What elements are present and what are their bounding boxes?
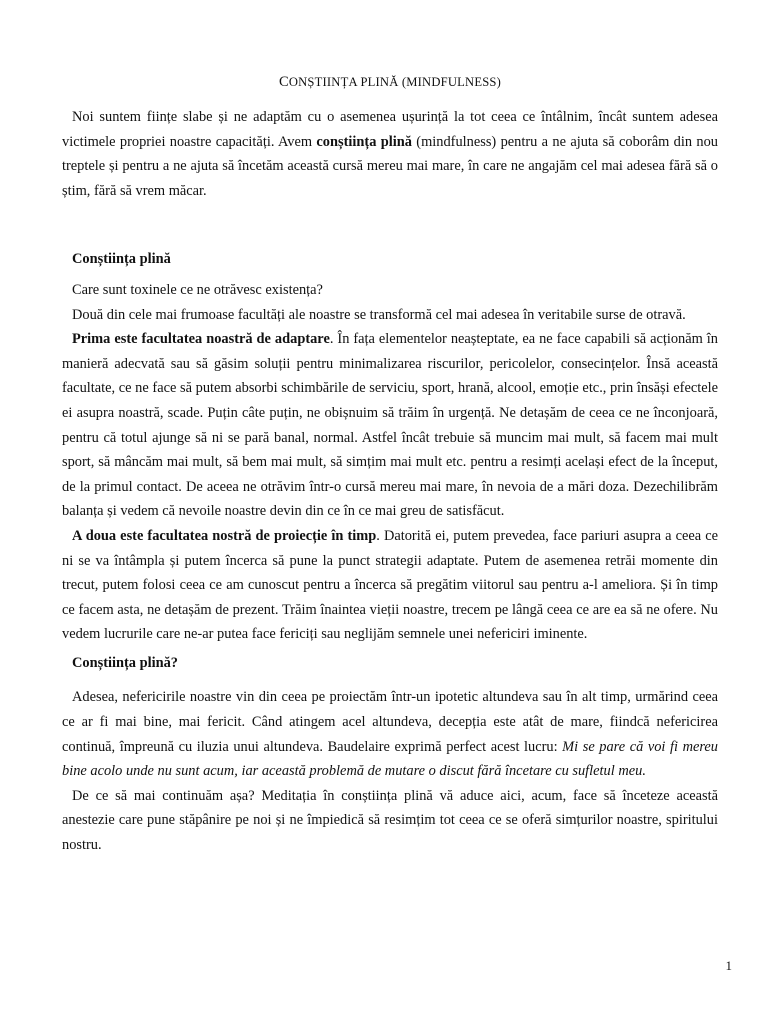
question-paragraph: Care sunt toxinele ce ne otrăvesc existența?	[72, 281, 323, 298]
second-faculty-bold: A doua este facultatea nostră de proiecție în timp	[72, 527, 377, 544]
baudelaire-quote: Mi se pare că voi fi mereu bine acolo unde nu sunt acum, iar această problemă de mutare o discut fără încetare cu sufletul meu.	[62, 738, 718, 780]
title-first-letter: C	[278, 74, 289, 90]
intro-bold: conștiința plină	[316, 133, 412, 150]
intro-text-1: Noi suntem ființe slabe și ne adaptăm cu o asemenea ușurință la tot ceea ce întâlnim, încât suntem adesea victimele propriei noastre capacități. Avem	[62, 109, 718, 150]
page-number: 1	[725, 958, 732, 973]
spacer	[62, 203, 718, 247]
section-heading-1: Conștiința plină	[72, 251, 171, 268]
first-faculty-bold: Prima este facultatea noastră de adaptare	[72, 331, 330, 348]
second-faculty-text: . Datorită ei, putem prevedea, face pariuri asupra a ceea ce ni se va întâmpla și putem încerca să pune la punct strategii adaptate. Putem de asemenea retrăi momente din trecut, putem folosi ceea ce am cunoscut pentru a încerca să pregătim viitorul sau pentru a-l ameliora. Și în timp ce facem asta, ne detașăm de prezent. Trăim înaintea vieții noastre, trecem pe lângă ceea ce are ea să ne ofere. Nu vedem lucrurile care ne-ar putea face fericiți sau neglijăm semnele unei nefericiri iminente.	[62, 527, 718, 643]
baudelaire-paragraph	[62, 685, 718, 783]
second-faculty-paragraph	[62, 524, 718, 647]
document-page	[62, 66, 718, 858]
baudelaire-text: Adesea, nefericirile noastre vin din ceea pe proiectăm într-un ipotetic altundeva sau în alt timp, urmărind ceea ce ar fi mai bine, mai fericit. Când atingem acel altundeva, decepția este atât de mare, fiindcă nefericirea continuă, împreună cu iluzia unui altundeva. Baudelaire exprimă perfect acest lucru:	[62, 689, 718, 755]
intro-paragraph	[62, 105, 718, 203]
intro-text-2: (mindfulness) pentru a ne ajuta să coborâm din nou treptele și pentru a ne ajuta să încetăm această cursă mereu mai mare, în care ne angajăm cel mai adesea fără să o știm, fără să vrem măcar.	[62, 133, 719, 199]
title-rest: ONȘTIINȚA PLINĂ (MINDFULNESS)	[288, 75, 502, 89]
document-title	[62, 74, 718, 91]
section-heading-2: Conștiința plină?	[72, 654, 178, 671]
last-paragraph: De ce să mai continuăm așa? Meditația în conștiința plină vă aduce aici, acum, face să înceteze această anestezie care pune stăpânire pe noi și ne împiedică să resimțim tot ceea ce se oferă simțurilor noastre, spiritului nostru.	[62, 787, 718, 854]
first-faculty-text: . În fața elementelor neașteptate, ea ne face capabili să acționăm în manieră adecvată sau să găsim soluții pentru minimalizarea riscurilor, pericolelor, consecințelor. Însă această facultate, ce ne face să putem absorbi schimbările de serviciu, sport, hrană, alcool, emoție etc., prin însăși efectele ei asupra noastră, scade. Puțin câte puțin, ne obișnuim să trăim în urgență. Ne detașăm de ceea ce ne înconjoară, pentru că totul ajunge să ni se pară banal, normal. Astfel încât trebuie să muncim mai mult, să facem mai mult sport, să mâncăm mai mult, să bem mai mult, să simțim mai mult etc. pentru a resimți același efect de la început, de la primul contact. De aceea ne otrăvim într-o cursă mereu mai mare, în nevoia de a mări doza. Dezechilibrăm balanța și vedem că nevoile noastre devin din ce în ce mai greu de satisfăcut.	[62, 331, 718, 520]
first-faculty-paragraph	[62, 327, 718, 524]
two-faculties-paragraph: Două din cele mai frumoase facultăți ale noastre se transformă cel mai adesea în veritabile surse de otravă.	[72, 306, 686, 323]
